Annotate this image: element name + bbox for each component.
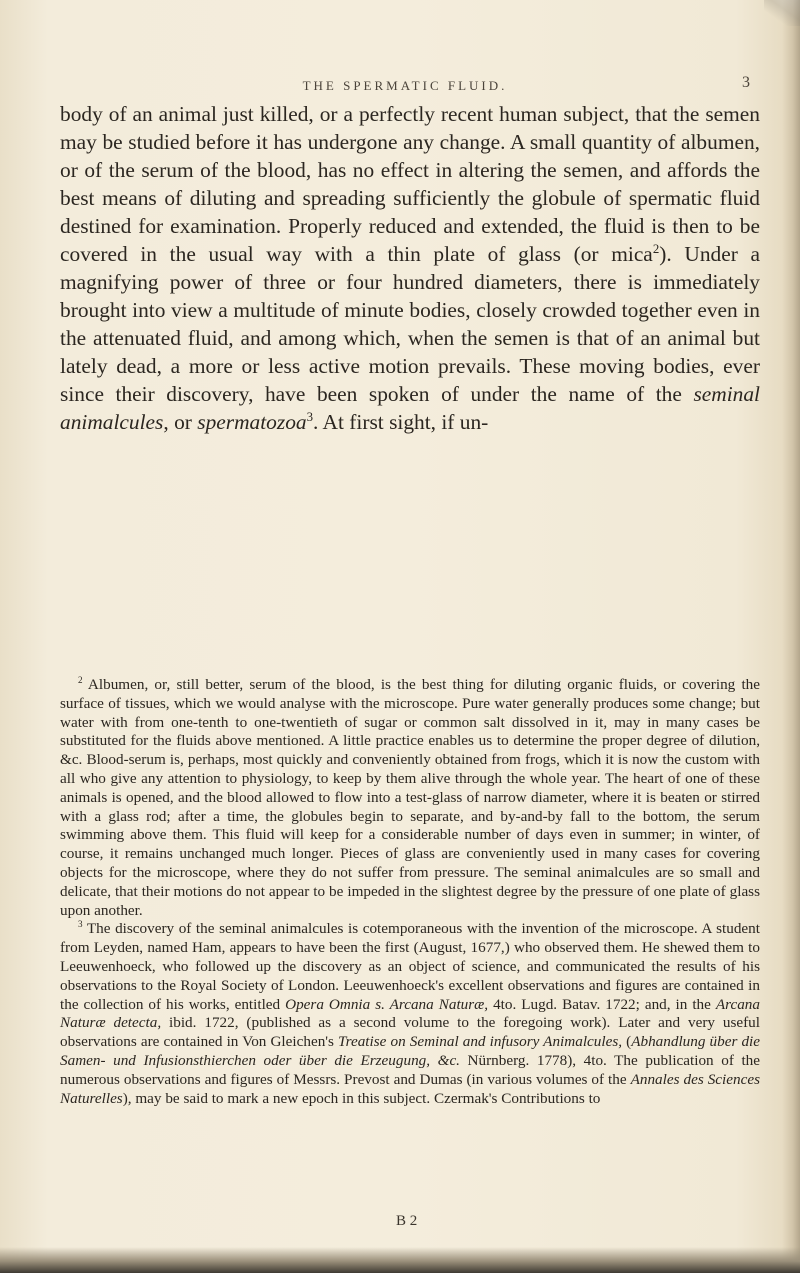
footnote-3-text-e: Nürnberg. 1778), 4to. The publication of the numerous observations and figures of Messrs. Prevost and Dumas (in various volumes of the (60, 1051, 760, 1088)
footnote-ref-2: 2 (652, 241, 660, 256)
footnote-3-text-a: The discovery of the seminal animalcules is cotemporaneous with the invention of the microscope. A student from Leyden, named Ham, appears to have been the first (August, 1677,) who observed them. He shewed them to Leeuwenhoeck, who followed up the discovery as an object of science, and communicated the results of his observations to the Royal Society of London. Leeuwenhoeck's excellent observations and figures are contained in the collection of his works, entitled (60, 920, 760, 1013)
page-edge-shadow (782, 0, 800, 1273)
main-text-part-3: . At first sight, if un- (313, 410, 489, 434)
term-seminal-animalcules: seminal animalcules (60, 382, 760, 434)
page-header (60, 74, 750, 98)
footnote-2-marker: 2 (78, 674, 83, 685)
signature-mark: B 2 (396, 1213, 418, 1229)
footnotes (60, 676, 760, 1108)
footnote-3-title-treatise: Treatise on Seminal and infusory Animalcules, (338, 1033, 623, 1051)
term-spermatozoa: spermatozoa (197, 410, 307, 434)
main-paragraph (60, 100, 760, 436)
footnote-2-text: Albumen, or, still better, serum of the blood, is the best thing for diluting organic fluids, or covering the surface of tissues, which we would analyse with the microscope. Pure water generally produces some change; but water with from one-tenth to one-twentieth of sugar or common salt dissolved in it, may in many cases be substituted for the fluids above mentioned. A little practice enables us to determine the proper degree of dilution, &c. Blood-serum is, perhaps, most quickly and conveniently obtained from frogs, which it is now the custom with all who give any attention to physiology, to keep by them alive through the whole year. The heart of one of these animals is opened, and the blood allowed to flow into a test-glass of narrow diameter, where it is beaten or stirred with a glass rod; after a time, the globules begin to separate, and by-and-by fall to the bottom, the serum swimming above them. This fluid will keep for a considerable number of days even in summer; in winter, of course, it remains unchanged much longer. Pieces of glass are conveniently used in many cases for covering objects for the microscope, where they do not suffer from pressure. The seminal animalcules are so small and delicate, that their motions do not appear to be impeded in the slightest degree by the pressure of one plate of glass upon another. (60, 676, 761, 919)
footnote-3-marker: 3 (78, 919, 83, 930)
footnote-3-text-b: 4to. Lugd. Batav. 1722; and, in the (488, 995, 716, 1013)
footnote-3-title-arcana: Arcana Naturæ detecta, (60, 995, 760, 1032)
footnote-3-title-german: Abhandlung über die Samen- und Infusionsthierchen oder über die Erzeugung, &c. (60, 1033, 760, 1069)
footnote-3-title-annales: Annales des Sciences Naturelles (60, 1070, 760, 1107)
main-text-part-1: body of an animal just killed, or a perfectly recent human subject, that the semen may be studied before it has undergone any change. A small quantity of albumen, or of the serum of the blood, has no effect in altering the semen, and affords the best means of diluting and spreading sufficiently the globule of spermatic fluid destined for examination. Properly reduced and extended, the fluid is then to be covered in the usual way with a thin plate of glass (or mica (60, 102, 760, 266)
running-head: THE SPERMATIC FLUID. (302, 78, 508, 93)
page-bottom-edge (0, 1247, 800, 1273)
main-text-part-2: ). Under a magnifying power of three or four hundred diameters, there is immediately brought into view a multitude of minute bodies, closely crowded together even in the attenuated fluid, and among which, when the semen is that of an animal but lately dead, a more or less active motion prevails. These moving bodies, ever since their discovery, have been spoken of under the name of the (60, 242, 761, 406)
main-text-or: , or (163, 410, 198, 434)
footnote-3-text-d: ( (622, 1033, 632, 1051)
footnote-3 (60, 920, 760, 1108)
footnote-3-text-f: ), may be said to mark a new epoch in this subject. Czermak's Contributions to (122, 1089, 601, 1107)
footnote-3-title-opera: Opera Omnia s. Arcana Naturæ, (285, 995, 489, 1013)
footnote-ref-3: 3 (306, 409, 314, 424)
footnote-2 (60, 676, 760, 920)
page-number: 3 (742, 74, 750, 91)
footnote-3-text-c: ibid. 1722, (published as a second volume to the foregoing work). Later and very useful observations are contained in Von Gleichen's (60, 1014, 760, 1051)
